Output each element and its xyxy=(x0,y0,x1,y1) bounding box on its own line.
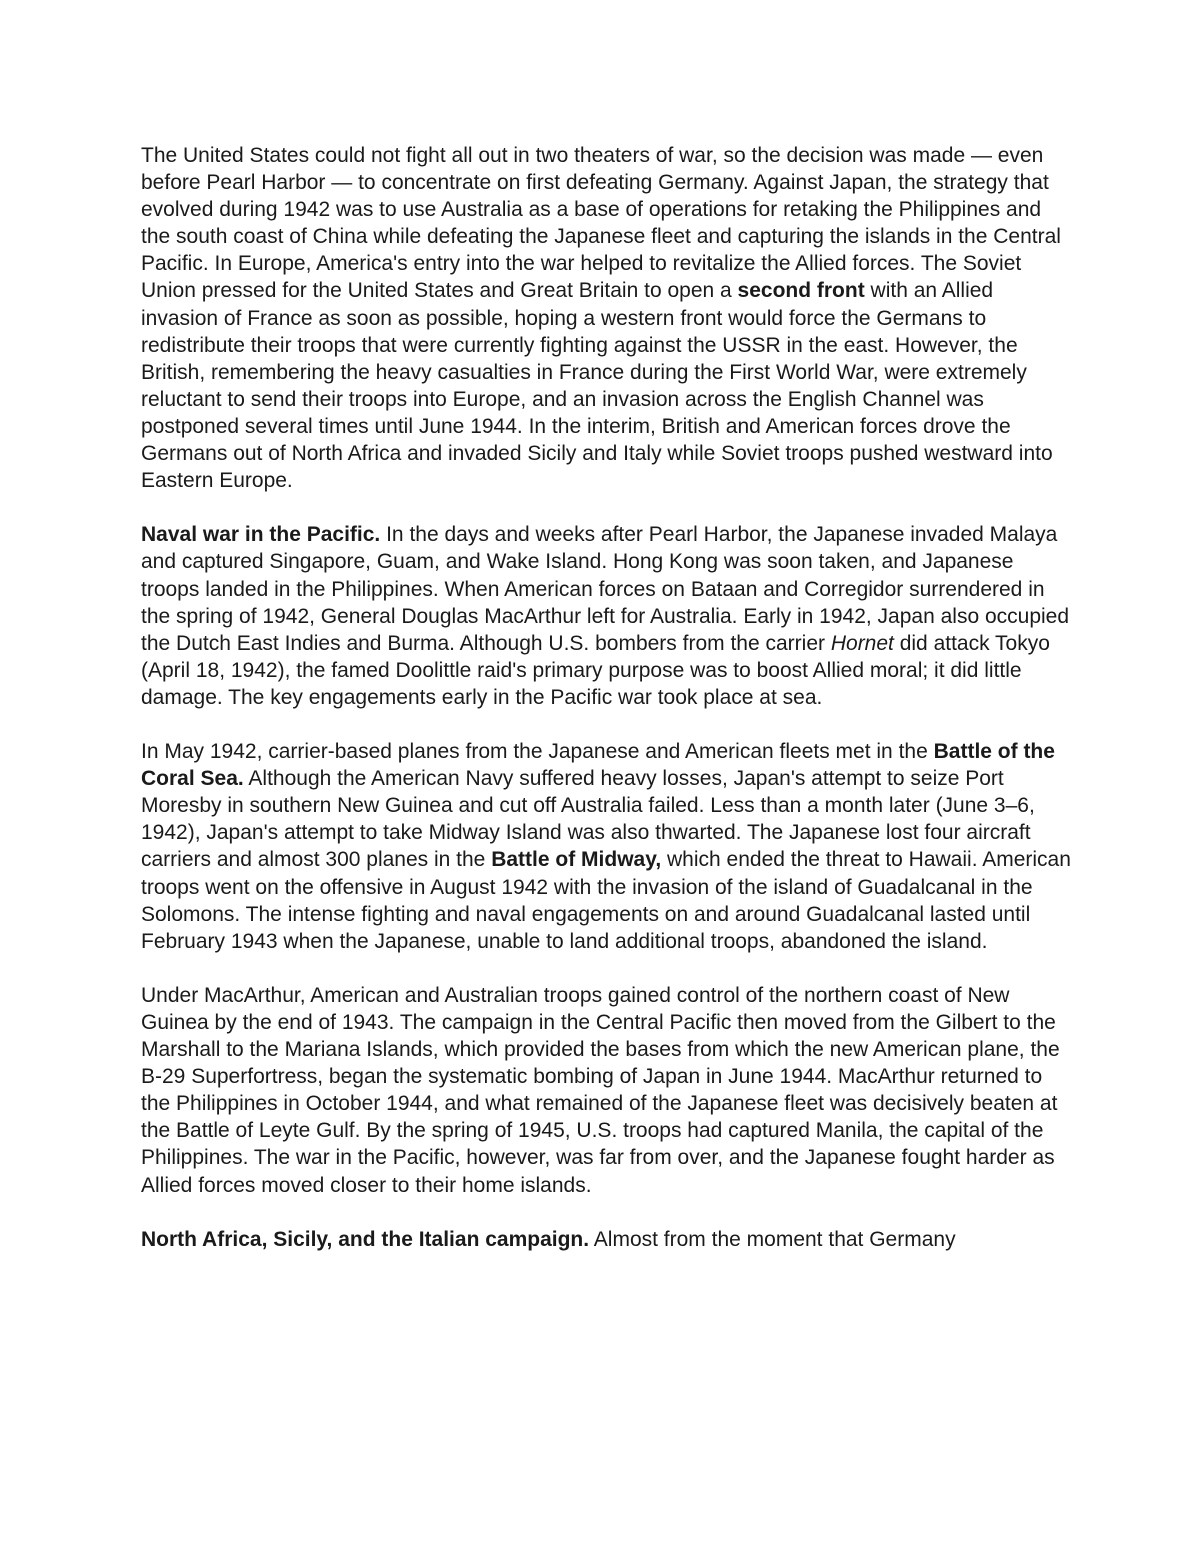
text-run: Although the American Navy suffered heavy losses, Japan's attempt to seize Port Moresby in southern New Guinea and cut off Australia failed. Less than a month later (June 3–6, 1942), Japan's attempt to take Midway Island was also thwarted. The Japanese lost four aircraft carriers and almost 300 planes in the xyxy=(141,767,1035,872)
text-run: with an Allied invasion of France as soon as possible, hoping a western front would force the Germans to redistribute their troops that were currently fighting against the USSR in the east. However, the British, remembering the heavy casualties in France during the First World War, were extremely reluctant to send their troops into Europe, and an invasion across the English Channel was postponed several times until June 1944. In the interim, British and American forces drove the Germans out of North Africa and invaded Sicily and Italy while Soviet troops pushed westward into Eastern Europe. xyxy=(141,279,1053,493)
text-run: Almost from the moment that Germany xyxy=(589,1227,956,1251)
text-run: In May 1942, carrier-based planes from the Japanese and American fleets met in the xyxy=(141,740,934,764)
paragraph-naval-war xyxy=(141,521,1071,711)
text-run: In the days and weeks after Pearl Harbor, the Japanese invaded Malaya and captured Singapore, Guam, and Wake Island. Hong Kong was soon taken, and Japanese troops landed in the Philippines. When American forces on Bataan and Corregidor surrendered in the spring of 1942, General Douglas MacArthur left for Australia. Early in 1942, Japan also occupied the Dutch East Indies and Burma. Although U.S. bombers from the carrier xyxy=(141,523,1070,655)
ship-name-hornet: Hornet xyxy=(830,631,894,655)
term-coral-sea: Battle of the Coral Sea. xyxy=(141,740,1055,791)
document-page xyxy=(141,142,1071,1253)
term-midway: Battle of Midway, xyxy=(491,848,662,872)
text-run: The United States could not fight all out in two theaters of war, so the decision was made — even before Pearl Harbor — to concentrate on first defeating Germany. Against Japan, the strategy that evolved during 1942 was to use Australia as a base of operations for retaking the Philippines and the south coast of China while defeating the Japanese fleet and capturing the islands in the Central Pacific. In Europe, America's entry into the war helped to revitalize the Allied forces. The Soviet Union pressed for the United States and Great Britain to open a xyxy=(141,144,1061,303)
text-run: did attack Tokyo (April 18, 1942), the famed Doolittle raid's primary purpose was to boost Allied moral; it did little damage. The key engagements early in the Pacific war took place at sea. xyxy=(141,631,1050,709)
paragraph-macarthur xyxy=(141,982,1071,1199)
heading-naval-war: Naval war in the Pacific. xyxy=(141,523,381,547)
text-run: Under MacArthur, American and Australian troops gained control of the northern coast of New Guinea by the end of 1943. The campaign in the Central Pacific then moved from the Gilbert to the Marshall to the Mariana Islands, which provided the bases from which the new American plane, the B-29 Superfortress, began the systematic bombing of Japan in June 1944. MacArthur returned to the Philippines in October 1944, and what remained of the Japanese fleet was decisively beaten at the Battle of Leyte Gulf. By the spring of 1945, U.S. troops had captured Manila, the capital of the Philippines. The war in the Pacific, however, was far from over, and the Japanese fought harder as Allied forces moved closer to their home islands. xyxy=(141,983,1060,1197)
heading-north-africa: North Africa, Sicily, and the Italian campaign. xyxy=(141,1227,590,1251)
term-second-front: second front xyxy=(737,279,865,303)
text-run: which ended the threat to Hawaii. American troops went on the offensive in August 1942 with the invasion of the island of Guadalcanal in the Solomons. The intense fighting and naval engagements on and around Guadalcanal lasted until February 1943 when the Japanese, unable to land additional troops, abandoned the island. xyxy=(141,848,1071,953)
paragraph-north-africa xyxy=(141,1226,1071,1253)
paragraph-coral-sea-midway xyxy=(141,738,1071,955)
paragraph-strategy xyxy=(141,142,1071,494)
